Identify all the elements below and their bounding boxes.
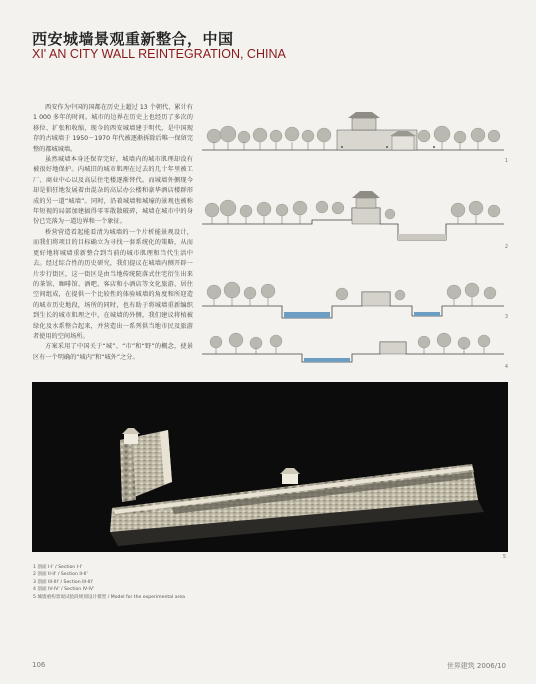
section-number: 4 bbox=[504, 364, 508, 370]
model-photo bbox=[32, 382, 508, 560]
paragraph: 桥营营造看起能看清为城墙的一个片析能景观设计，而我们将项目的目标确立为寻找一套系统化的策略，从而更好地将城墙重新整合到当前的城市肌理和当代生活中去。经过综合性的历史研究，我们提议在城墙内侧开辟一片步行街区，这一街区是由当地传统院落式住宅衍生出来的茶馆、咖啡馆、酒吧、客店和小酒店等文化旅游、居住空间组成，在提供一个比较性的体验城墙的角度和所迎造的城市历史地段，场所的同时，也有助于将城墙重新编织到生长的城市肌理之中，在城墙的外侧，我们建议将植被绿化及水系整合起来，并营造出一系列供当地市民及旅游者使用的空间场所。 bbox=[33, 228, 193, 340]
page-number: 106 bbox=[32, 661, 46, 669]
journal-info: 世界建筑 2006/10 bbox=[446, 662, 506, 670]
caption: 3 剖面 III-III' / Section III-III' bbox=[33, 579, 94, 585]
caption: 5 城墙重构景观试验段规划设计模型 / Model for the experimental area bbox=[33, 594, 185, 600]
section-number: 1 bbox=[504, 158, 508, 164]
figure-captions bbox=[33, 564, 185, 601]
section-1-illustration bbox=[202, 106, 504, 168]
section-number: 2 bbox=[504, 244, 508, 250]
paragraph: 西安作为中国的国都在历史上超过 13 个朝代，累计有 1 000 多年的时间。城市的边界在历史上也经历了多次的移位、扩张和收缩，现今的西安城墙建于明代，是中国现存的古城墙于 1950－1970 年代被逐渐拆除后唯一保留完整的都城城墙。 bbox=[33, 104, 193, 153]
section-drawing-2 bbox=[202, 178, 508, 254]
model-photo-illustration bbox=[32, 382, 508, 552]
caption: 1 剖面 I-I' / Section I-I' bbox=[33, 565, 83, 570]
article-title-en: XI' AN CITY WALL REINTEGRATION, CHINA bbox=[32, 47, 286, 61]
caption: 2 剖面 II-II' / Section II-II' bbox=[33, 572, 88, 578]
body-text bbox=[33, 103, 193, 363]
section-3-illustration bbox=[202, 268, 504, 324]
paragraph: 虽然城墙本身还保存完好，城墙内的城市肌理却没有被很好地保护。内城旧的城市肌理在过去的几十年里被工厂、商业中心以及高层住宅楼逐渐替代。而城墙外侧现今却是猖狂地发展着由混杂的高层办公楼和豪华酒店楼群形成的另一道“城墙”。同时，沿着城墙和城壕的景观也被称年短视的局部加建搞得零零散散破碎，城墙在城市中的身份已完落为一道边界和一个象征。 bbox=[33, 156, 193, 226]
section-drawing-3 bbox=[202, 268, 508, 324]
section-2-illustration bbox=[202, 178, 504, 254]
section-number: 3 bbox=[504, 314, 508, 320]
caption: 4 剖面 IV-IV' / Section IV-IV' bbox=[33, 587, 95, 593]
section-4-illustration bbox=[202, 326, 504, 372]
article-title-cn: 西安城墙景观重新整合，中国 bbox=[32, 30, 234, 48]
photo-number: 5 bbox=[502, 554, 506, 560]
section-drawing-4 bbox=[202, 326, 508, 372]
paragraph: 方案采用了中国关于“城”、“市”和“野”的概念，使景区有一个明确的“城内”和“城外”之分。 bbox=[33, 343, 193, 361]
section-drawing-1 bbox=[202, 106, 508, 168]
